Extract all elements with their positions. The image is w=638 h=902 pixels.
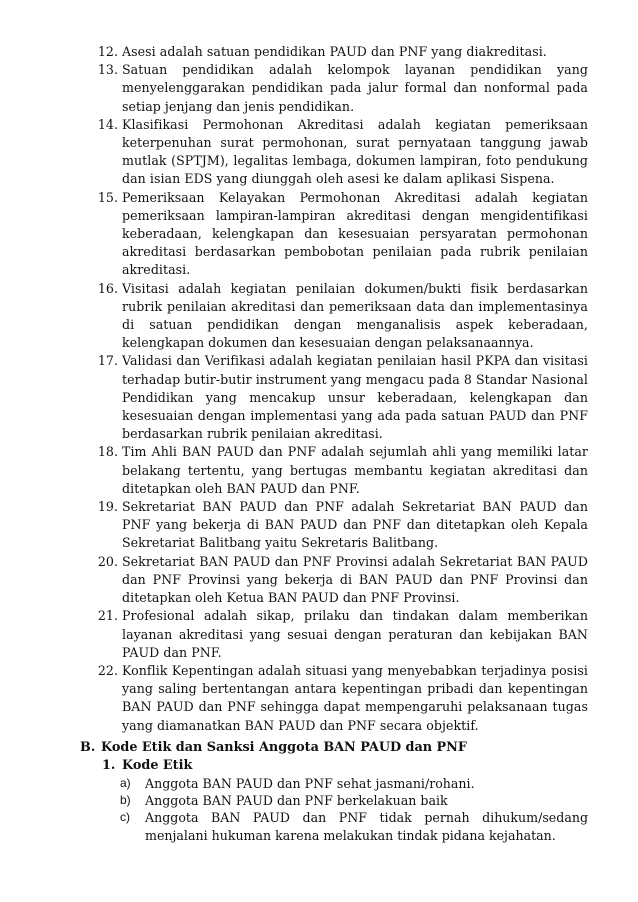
definition-item <box>96 553 588 608</box>
item-letter: c) <box>120 810 130 825</box>
item-text: Visitasi adalah kegiatan penilaian dokumen/bukti fisik berdasarkan rubrik penilaian akreditasi dan pemeriksaan data dan implementasinya di satuan pendidikan dengan menganalisis aspek keberadaan, kelengkapan dokumen dan kesesuaian dengan pelaksanaannya. <box>122 280 588 351</box>
subsection-number: 1. <box>102 758 116 773</box>
item-text: Asesi adalah satuan pendidikan PAUD dan PNF yang diakreditasi. <box>122 44 547 59</box>
subsection-heading <box>102 757 590 775</box>
code-of-ethics-list <box>120 775 588 844</box>
item-letter: a) <box>120 776 131 790</box>
definition-list <box>96 43 588 735</box>
definition-item <box>96 352 588 443</box>
item-text: Profesional adalah sikap, prilaku dan tindakan dalam memberikan layanan akreditasi yang sesuai dengan peraturan dan kebijakan BAN PAUD dan PNF. <box>122 608 588 660</box>
item-text: Konflik Kepentingan adalah situasi yang menyebabkan terjadinya posisi yang saling bertentangan antara kepentingan pribadi dan kepentingan BAN PAUD dan PNF sehingga dapat mempengaruhi pelaksanaan tugas yang diamanatkan BAN PAUD dan PNF secara objektif. <box>122 662 588 733</box>
list-item <box>120 809 588 843</box>
definition-item <box>96 280 588 353</box>
definition-item <box>96 498 588 553</box>
item-letter: b) <box>120 793 131 808</box>
item-text: Klasifikasi Permohonan Akreditasi adalah kegiatan pemeriksaan keterpenuhan surat permohonan, surat pernyataan tanggung jawab mutlak (SPTJM), legalitas lembaga, dokumen lampiran, foto pendukung dan isian EDS yang diunggah oleh asesi ke dalam aplikasi Sispena. <box>122 116 588 187</box>
item-number: 19. <box>97 499 118 515</box>
item-text: Anggota BAN PAUD dan PNF sehat jasmani/rohani. <box>145 776 475 791</box>
item-text: Anggota BAN PAUD dan PNF tidak pernah dihukum/sedang menjalani hukuman karena melakukan tindak pidana kejahatan. <box>145 810 588 843</box>
definition-item <box>96 43 588 61</box>
section-title: Kode Etik dan Sanksi Anggota BAN PAUD dan PNF <box>101 740 467 755</box>
section-number: B. <box>80 740 96 755</box>
section-heading <box>80 739 590 757</box>
list-item <box>120 792 588 809</box>
item-text: Anggota BAN PAUD dan PNF berkelakuan baik <box>145 793 448 809</box>
definition-item <box>96 607 588 662</box>
subsection-title: Kode Etik <box>122 758 193 773</box>
item-text: Sekretariat BAN PAUD dan PNF Provinsi adalah Sekretariat BAN PAUD dan PNF Provinsi yang bekerja di BAN PAUD dan PNF Provinsi dan ditetapkan oleh Ketua BAN PAUD dan PNF Provinsi. <box>122 553 588 606</box>
definition-item <box>96 443 588 498</box>
definition-item <box>96 189 588 280</box>
item-number: 20. <box>97 553 118 569</box>
item-number: 14. <box>97 116 118 132</box>
item-number: 12. <box>97 44 118 59</box>
item-number: 18. <box>97 444 118 460</box>
item-number: 21. <box>97 608 118 624</box>
section-b <box>80 739 590 844</box>
item-text: Validasi dan Verifikasi adalah kegiatan penilaian hasil PKPA dan visitasi terhadap butir-butir instrument yang mengacu pada 8 Standar Nasional Pendidikan yang mencakup unsur keberadaan, kelengkapan dan kesesuaian dengan implementasi yang ada pada satuan PAUD dan PNF berdasarkan rubrik penilaian akreditasi. <box>122 353 588 442</box>
item-number: 22. <box>97 662 118 678</box>
item-number: 16. <box>97 280 118 296</box>
item-text: Tim Ahli BAN PAUD dan PNF adalah sejumlah ahli yang memiliki latar belakang tertentu, yang bertugas membantu kegiatan akreditasi dan ditetapkan oleh BAN PAUD dan PNF. <box>122 444 588 496</box>
item-text: Pemeriksaan Kelayakan Permohonan Akreditasi adalah kegiatan pemeriksaan lampiran-lampiran akreditasi dengan mengidentifikasi keberadaan, kelengkapan dan kesesuaian persyaratan permohonan akreditasi berdasarkan pembobotan penilaian pada rubrik penilaian akreditasi. <box>122 189 588 278</box>
item-number: 13. <box>97 62 118 78</box>
definition-item <box>96 61 588 116</box>
item-number: 15. <box>97 189 118 205</box>
list-item <box>120 775 588 792</box>
item-text: Sekretariat BAN PAUD dan PNF adalah Sekretariat BAN PAUD dan PNF yang bekerja di BAN PAUD dan PNF dan ditetapkan oleh Kepala Sekretariat Balitbang yaitu Sekretaris Balitbang. <box>122 499 588 551</box>
item-number: 17. <box>97 353 118 369</box>
definition-item <box>96 662 588 735</box>
definition-item <box>96 116 588 189</box>
item-text: Satuan pendidikan adalah kelompok layanan pendidikan yang menyelenggarakan pendidikan pada jalur formal dan nonformal pada setiap jenjang dan jenis pendidikan. <box>122 62 588 114</box>
